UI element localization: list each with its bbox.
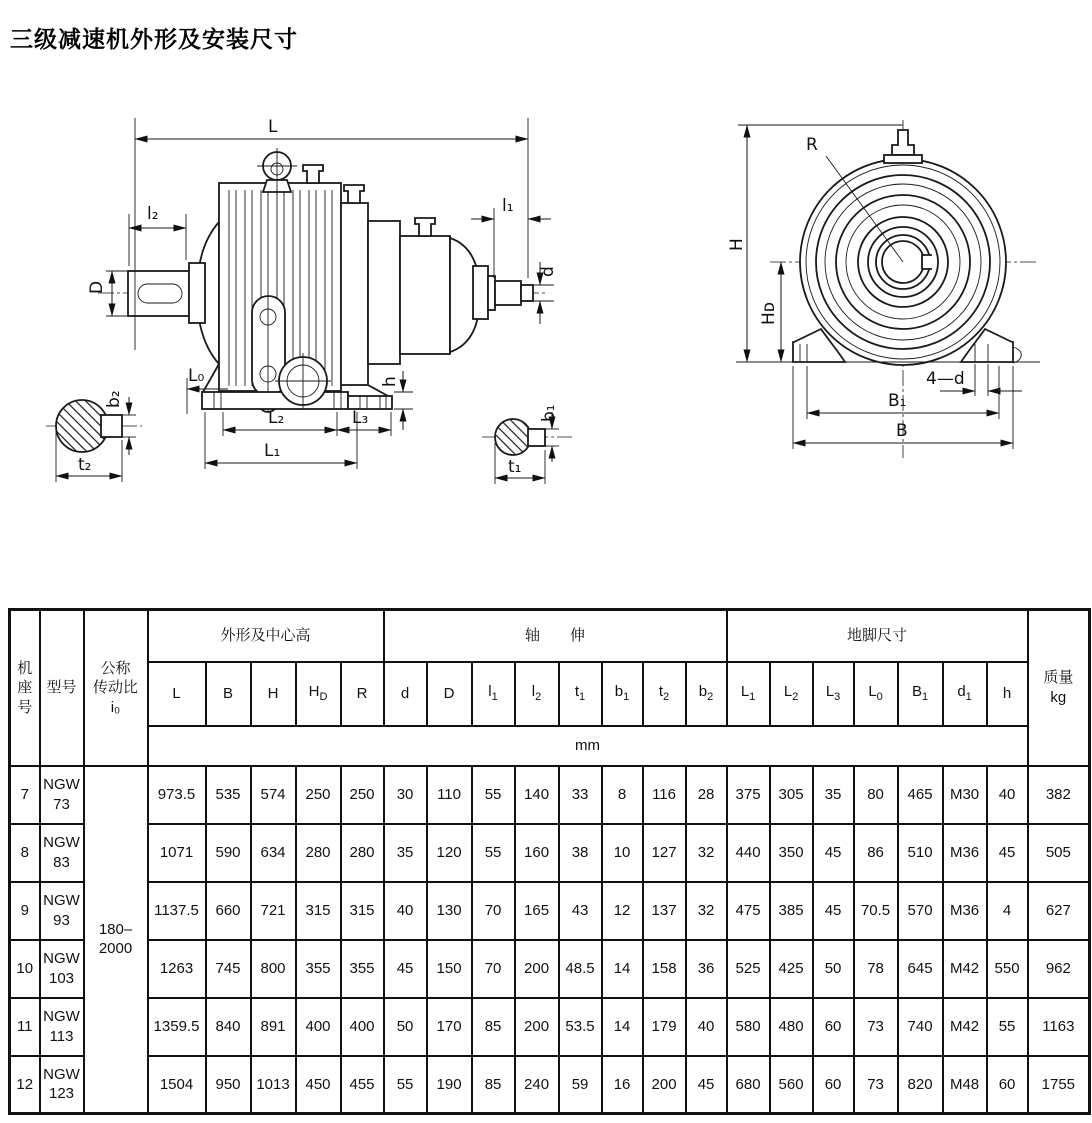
table-row (10, 1056, 1090, 1114)
column-header: $b_2$ (686, 662, 727, 726)
table-cell: 400 (341, 998, 384, 1056)
table-cell: 627 (1028, 882, 1090, 940)
table-cell: 60 (987, 1056, 1028, 1114)
table-cell: 745 (206, 940, 251, 998)
column-header: $l_1$ (472, 662, 515, 726)
table-cell: 32 (686, 882, 727, 940)
frame-no-cell: 11 (10, 998, 40, 1056)
foot-ear (1013, 347, 1021, 363)
table-cell: 800 (251, 940, 296, 998)
table-cell: 45 (813, 824, 854, 882)
table-cell: 53.5 (559, 998, 602, 1056)
side-view (98, 148, 548, 412)
dim-label-L3: L₃ (352, 408, 369, 428)
table-cell: 55 (472, 824, 515, 882)
table-cell: 200 (515, 940, 559, 998)
dim-label-b1: b₁ (539, 404, 559, 422)
table-cell: 962 (1028, 940, 1090, 998)
table-cell: 375 (727, 766, 770, 824)
table-cell: 505 (1028, 824, 1090, 882)
column-header: $H_D$ (296, 662, 341, 726)
table-cell: 30 (384, 766, 427, 824)
table-cell: 450 (296, 1056, 341, 1114)
front-view (727, 120, 1040, 458)
table-cell: 50 (813, 940, 854, 998)
dim-label-t1: t₁ (508, 457, 522, 477)
shaft-section-circle (495, 419, 531, 455)
key (528, 429, 545, 446)
filler-plug (415, 218, 435, 236)
column-header: $d_1$ (943, 662, 987, 726)
table-cell: 130 (427, 882, 472, 940)
table-cell: 580 (727, 998, 770, 1056)
key (101, 415, 122, 437)
table-cell: 86 (854, 824, 898, 882)
group-header-foot: 地脚尺寸 (727, 610, 1028, 662)
dim-label-B: B (896, 421, 908, 441)
dim-label-HD: Hᴅ (759, 301, 779, 325)
column-header: d (384, 662, 427, 726)
table-cell: 35 (813, 766, 854, 824)
table-cell: 385 (770, 882, 813, 940)
table-cell: 200 (643, 1056, 686, 1114)
dim-label-l2: l₂ (147, 204, 159, 224)
table-cell: 160 (515, 824, 559, 882)
table-cell: 1163 (1028, 998, 1090, 1056)
header-model: 型号 (40, 610, 84, 766)
table-cell: 59 (559, 1056, 602, 1114)
ratio-value-cell: 180– 2000 (84, 766, 148, 1114)
table-cell: 48.5 (559, 940, 602, 998)
dim-label-D: D (87, 280, 107, 294)
table-cell: 382 (1028, 766, 1090, 824)
table-cell: 70 (472, 882, 515, 940)
table-cell: 721 (251, 882, 296, 940)
table-cell: 10 (602, 824, 643, 882)
model-cell: NGW 113 (40, 998, 84, 1056)
table-cell: 33 (559, 766, 602, 824)
column-header: B (206, 662, 251, 726)
table-cell: 973.5 (148, 766, 206, 824)
table-cell: 60 (813, 1056, 854, 1114)
column-header: $t_2$ (643, 662, 686, 726)
table-cell: 38 (559, 824, 602, 882)
table-cell: 45 (813, 882, 854, 940)
bearing-cap-ring (488, 276, 495, 310)
table-cell: 1755 (1028, 1056, 1090, 1114)
table-cell: 165 (515, 882, 559, 940)
table-cell: 190 (427, 1056, 472, 1114)
table-cell: 14 (602, 998, 643, 1056)
table-cell: 32 (686, 824, 727, 882)
table-cell: 200 (515, 998, 559, 1056)
group-header-shaft: 轴 伸 (384, 610, 727, 662)
table-cell: 120 (427, 824, 472, 882)
table-row (10, 998, 1090, 1056)
table-cell: 590 (206, 824, 251, 882)
table-cell: 250 (341, 766, 384, 824)
header-mass-line: 质量 (1043, 669, 1074, 687)
table-cell: 8 (602, 766, 643, 824)
table-cell: 137 (643, 882, 686, 940)
table-cell: 12 (602, 882, 643, 940)
column-header: $B_1$ (898, 662, 943, 726)
table-cell: 140 (515, 766, 559, 824)
table-cell: 1263 (148, 940, 206, 998)
table-cell: 440 (727, 824, 770, 882)
model-cell: NGW 123 (40, 1056, 84, 1114)
table-cell: 315 (296, 882, 341, 940)
table-cell: 80 (854, 766, 898, 824)
table-cell: 950 (206, 1056, 251, 1114)
dim-label-4d: 4—d (926, 369, 965, 389)
table-row (10, 824, 1090, 882)
filler-plug (303, 165, 323, 183)
table-cell: 550 (987, 940, 1028, 998)
table-cell: 14 (602, 940, 643, 998)
dim-label-d: d (538, 266, 558, 277)
table-cell: 280 (341, 824, 384, 882)
table-cell: 170 (427, 998, 472, 1056)
column-header: L (148, 662, 206, 726)
table-cell: 645 (898, 940, 943, 998)
table-cell: 1504 (148, 1056, 206, 1114)
keyway-notch (922, 255, 932, 269)
housing-step-3 (400, 236, 450, 354)
table-cell: 110 (427, 766, 472, 824)
table-cell: 525 (727, 940, 770, 998)
column-header: H (251, 662, 296, 726)
frame-no-cell: 12 (10, 1056, 40, 1114)
header-ratio-line: 传动比 (92, 679, 138, 696)
input-shaft-collar (189, 263, 205, 323)
table-cell: 55 (472, 766, 515, 824)
table-cell: 400 (296, 998, 341, 1056)
frame-no-cell: 8 (10, 824, 40, 882)
table-cell: 179 (643, 998, 686, 1056)
breather-plug (892, 130, 914, 155)
table-cell: 45 (686, 1056, 727, 1114)
table-cell: 158 (643, 940, 686, 998)
table-cell: 280 (296, 824, 341, 882)
housing-step-2 (368, 221, 400, 364)
table-cell: 355 (341, 940, 384, 998)
column-header: $L_0$ (854, 662, 898, 726)
group-header-outline: 外形及中心高 (148, 610, 384, 662)
table-cell: 465 (898, 766, 943, 824)
header-ratio-line: 公称 (100, 659, 131, 677)
table-cell: 240 (515, 1056, 559, 1114)
column-header: R (341, 662, 384, 726)
table-cell: 570 (898, 882, 943, 940)
column-header: $L_2$ (770, 662, 813, 726)
table-cell: 70.5 (854, 882, 898, 940)
unit-cell: mm (148, 726, 1028, 766)
table-cell: 35 (384, 824, 427, 882)
output-shaft (495, 281, 521, 305)
header-mass (1028, 610, 1090, 766)
dim-label-L2: L₂ (268, 408, 285, 428)
table-cell: 315 (341, 882, 384, 940)
table-cell: 455 (341, 1056, 384, 1114)
table-cell: 510 (898, 824, 943, 882)
table-cell: 1013 (251, 1056, 296, 1114)
table-cell: 535 (206, 766, 251, 824)
table-cell: M36 (943, 882, 987, 940)
header-ratio-line: i₀ (110, 698, 121, 716)
dimension-table (8, 608, 1091, 1115)
table-cell: 45 (384, 940, 427, 998)
dim-label-b2: b₂ (104, 390, 124, 408)
frame-no-cell: 10 (10, 940, 40, 998)
table-cell: 4 (987, 882, 1028, 940)
table-cell: M42 (943, 940, 987, 998)
table-cell: 70 (472, 940, 515, 998)
table-cell: 1071 (148, 824, 206, 882)
model-cell: NGW 93 (40, 882, 84, 940)
table-cell: 73 (854, 1056, 898, 1114)
table-cell: M36 (943, 824, 987, 882)
table-cell: M30 (943, 766, 987, 824)
input-shaft-section (46, 390, 142, 482)
table-cell: 150 (427, 940, 472, 998)
table-cell: 634 (251, 824, 296, 882)
bearing-cap (473, 266, 488, 319)
table-cell: 891 (251, 998, 296, 1056)
dim-label-L0: L₀ (188, 366, 205, 386)
header-ratio (84, 610, 148, 766)
table-row (10, 882, 1090, 940)
table-cell: 475 (727, 882, 770, 940)
housing-step-1 (341, 203, 368, 385)
dim-label-R: R (806, 135, 818, 155)
table-cell: 127 (643, 824, 686, 882)
table-cell: 1359.5 (148, 998, 206, 1056)
table-cell: 740 (898, 998, 943, 1056)
table-cell: 40 (384, 882, 427, 940)
table-cell: 480 (770, 998, 813, 1056)
breather-plinth (884, 155, 922, 163)
page-title: 三级减速机外形及安装尺寸 (10, 26, 298, 53)
table-cell: 50 (384, 998, 427, 1056)
model-cell: NGW 83 (40, 824, 84, 882)
model-cell: NGW 73 (40, 766, 84, 824)
table-cell: 60 (813, 998, 854, 1056)
input-shaft (128, 271, 189, 316)
table-cell: 85 (472, 998, 515, 1056)
table-cell: 78 (854, 940, 898, 998)
output-shaft-section (482, 404, 572, 484)
filler-plug (344, 185, 364, 203)
column-header: D (427, 662, 472, 726)
output-shaft-tip (521, 285, 533, 301)
table-cell: 40 (987, 766, 1028, 824)
table-cell: 560 (770, 1056, 813, 1114)
table-cell: 55 (384, 1056, 427, 1114)
table-cell: 55 (987, 998, 1028, 1056)
header-frame-no: 机座号 (10, 610, 40, 766)
table-cell: 43 (559, 882, 602, 940)
table-cell: 28 (686, 766, 727, 824)
table-cell: 350 (770, 824, 813, 882)
dim-label-h: h (380, 376, 400, 387)
dim-label-t2: t₂ (78, 455, 92, 475)
table-cell: M48 (943, 1056, 987, 1114)
table-cell: 85 (472, 1056, 515, 1114)
column-header: $b_1$ (602, 662, 643, 726)
column-header: $L_3$ (813, 662, 854, 726)
table-cell: 660 (206, 882, 251, 940)
table-row (10, 766, 1090, 824)
frame-no-cell: 7 (10, 766, 40, 824)
dim-label-H: H (727, 238, 747, 251)
table-cell: 1137.5 (148, 882, 206, 940)
column-header: $t_1$ (559, 662, 602, 726)
table-cell: M42 (943, 998, 987, 1056)
column-header: $l_2$ (515, 662, 559, 726)
dim-label-l1: l₁ (502, 196, 514, 216)
dim-label-B1: B₁ (888, 391, 907, 411)
table-cell: 305 (770, 766, 813, 824)
dim-label-L: L (268, 117, 278, 137)
table-cell: 250 (296, 766, 341, 824)
column-header: $L_1$ (727, 662, 770, 726)
column-header: h (987, 662, 1028, 726)
table-cell: 16 (602, 1056, 643, 1114)
table-cell: 574 (251, 766, 296, 824)
frame-no-cell: 9 (10, 882, 40, 940)
table-cell: 40 (686, 998, 727, 1056)
table-cell: 425 (770, 940, 813, 998)
table-cell: 36 (686, 940, 727, 998)
table-cell: 45 (987, 824, 1028, 882)
table-cell: 840 (206, 998, 251, 1056)
dim-label-L1: L₁ (264, 441, 281, 461)
table-cell: 820 (898, 1056, 943, 1114)
header-mass-line: kg (1050, 688, 1067, 706)
model-cell: NGW 103 (40, 940, 84, 998)
table-cell: 355 (296, 940, 341, 998)
table-row (10, 940, 1090, 998)
table-cell: 73 (854, 998, 898, 1056)
table-cell: 680 (727, 1056, 770, 1114)
table-cell: 116 (643, 766, 686, 824)
